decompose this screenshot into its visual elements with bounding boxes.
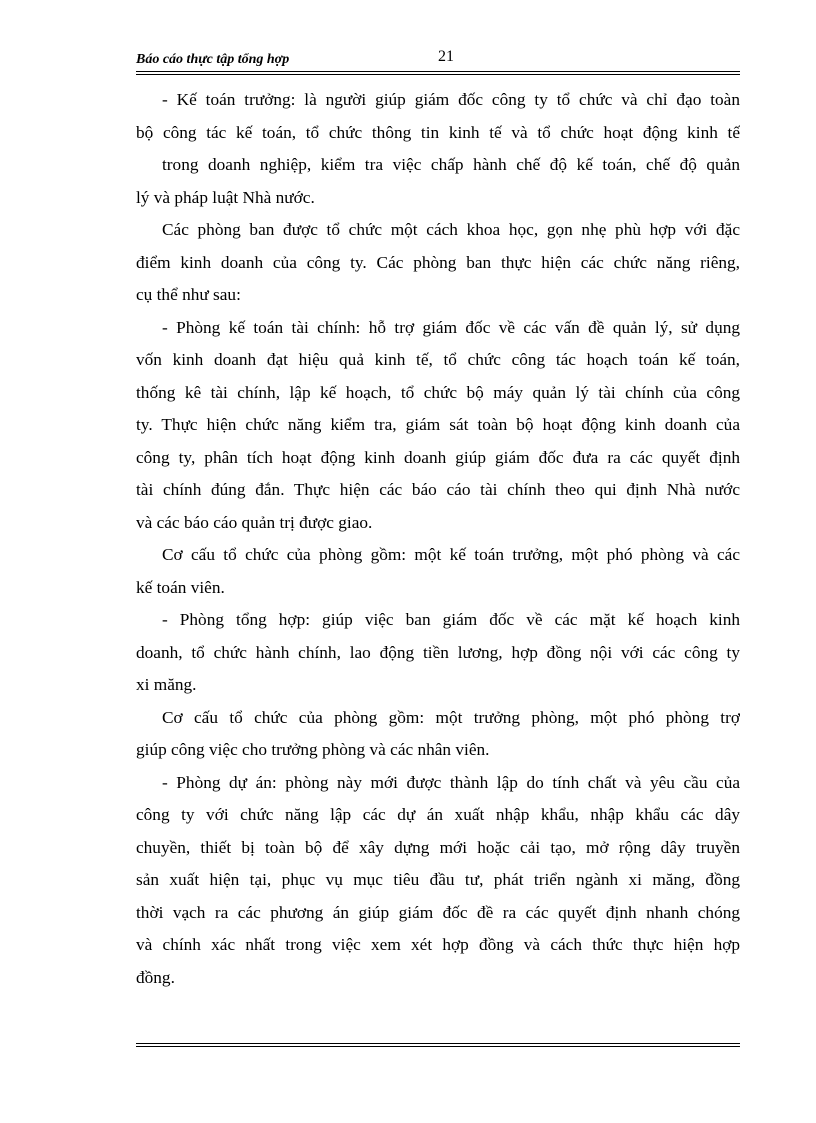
text-line: - Phòng kế toán tài chính: hỗ trợ giám đốc về các vấn đề quản lý, sử dụng — [162, 317, 740, 337]
text-line: điểm kinh doanh của công ty. Các phòng ban thực hiện các chức năng riêng, — [136, 252, 740, 272]
text-line: xi măng. — [136, 675, 197, 694]
text-line: lý và pháp luật Nhà nước. — [136, 187, 315, 207]
text-line: cụ thể như sau: — [136, 285, 241, 304]
text-line: kế toán viên. — [136, 577, 225, 597]
text-line: vốn kinh doanh đạt hiệu quả kinh tế, tổ chức công tác hoạch toán kế toán, — [136, 350, 740, 369]
text-line: đồng. — [136, 967, 175, 987]
text-line: trong doanh nghiệp, kiểm tra việc chấp hành chế độ kế toán, chế độ quản — [162, 155, 740, 174]
header-title: Báo cáo thực tập tổng hợp — [136, 52, 290, 67]
text-line: Cơ cấu tổ chức của phòng gồm: một kế toán trưởng, một phó phòng và các — [162, 545, 740, 564]
text-line: và chính xác nhất trong việc xem xét hợp đồng và cách thức thực hiện hợp — [136, 935, 740, 954]
text-line: - Phòng dự án: phòng này mới được thành lập do tính chất và yêu cầu của — [162, 772, 740, 792]
text-line: - Kế toán trưởng: là người giúp giám đốc công ty tổ chức và chỉ đạo toàn — [162, 90, 740, 109]
text-line: - Phòng tổng hợp: giúp việc ban giám đốc về các mặt kế hoạch kinh — [162, 610, 740, 629]
document-body — [136, 84, 740, 994]
text-line: sản xuất hiện tại, phục vụ mục tiêu đầu tư, phát triển ngành xi măng, đồng — [136, 870, 740, 889]
text-line: Các phòng ban được tổ chức một cách khoa học, gọn nhẹ phù hợp với đặc — [162, 220, 740, 239]
header-rule — [136, 71, 740, 75]
text-line: và các báo cáo quản trị được giao. — [136, 512, 373, 532]
text-line: bộ công tác kế toán, tổ chức thông tin kinh tế và tổ chức hoạt động kinh tế — [136, 122, 740, 142]
text-line: doanh, tổ chức hành chính, lao động tiền lương, hợp đồng nội với các công ty — [136, 642, 740, 662]
text-line: công ty với chức năng lập các dự án xuất nhập khẩu, nhập khẩu các dây — [136, 805, 740, 824]
text-line: chuyền, thiết bị toàn bộ để xây dựng mới hoặc cải tạo, mở rộng dây truyền — [136, 837, 740, 857]
page-number: 21 — [438, 48, 454, 65]
text-line: Cơ cấu tổ chức của phòng gồm: một trưởng phòng, một phó phòng trợ — [162, 707, 740, 727]
text-line: thời vạch ra các phương án giúp giám đốc đề ra các quyết định nhanh chóng — [136, 902, 740, 922]
text-line: ty. Thực hiện chức năng kiểm tra, giám sát toàn bộ hoạt động kinh doanh của — [136, 415, 740, 434]
footer-rule — [136, 1043, 740, 1047]
text-line: giúp công việc cho trưởng phòng và các nhân viên. — [136, 740, 490, 759]
text-line: công ty, phân tích hoạt động kinh doanh giúp giám đốc đưa ra các quyết định — [136, 447, 740, 467]
text-line: tài chính đúng đắn. Thực hiện các báo cáo tài chính theo qui định Nhà nước — [136, 480, 740, 499]
text-line: thống kê tài chính, lập kế hoạch, tổ chức bộ máy quản lý tài chính của công — [136, 382, 740, 402]
